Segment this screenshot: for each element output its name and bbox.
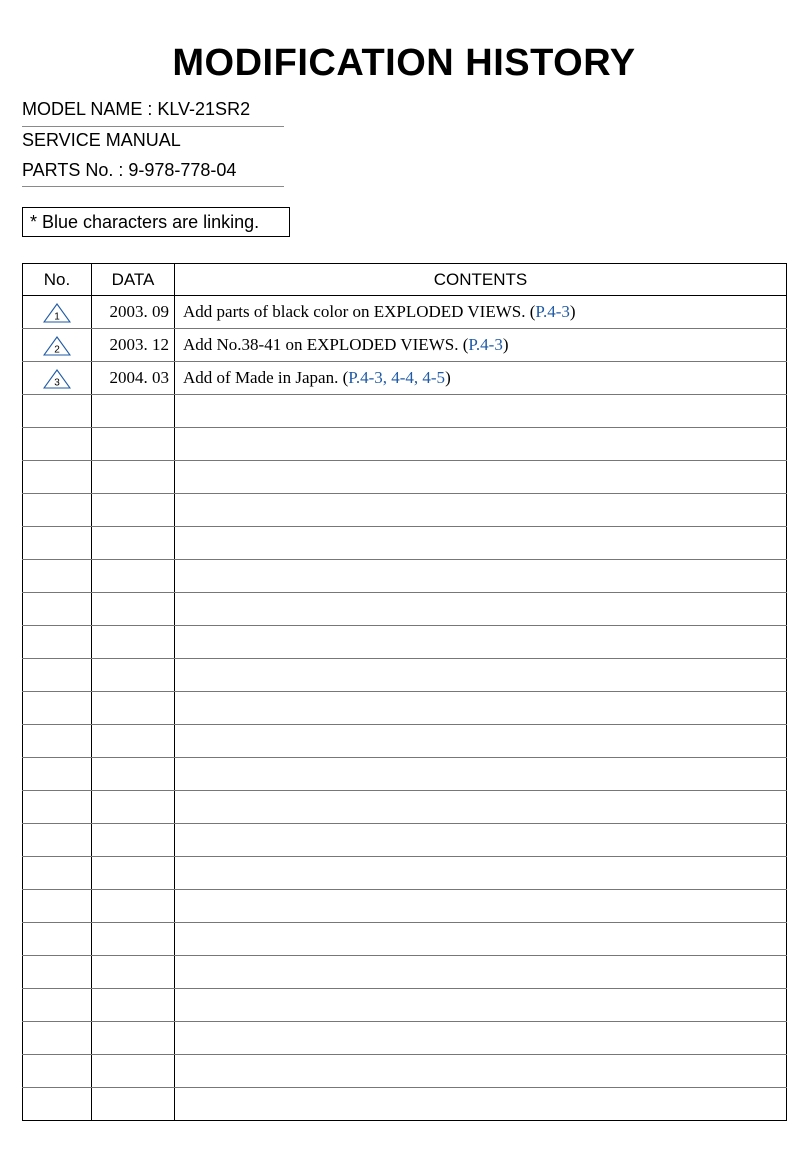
revision-number: 3	[54, 377, 60, 389]
cell-no	[23, 527, 92, 560]
cell-contents	[175, 725, 787, 758]
contents-close-paren: )	[445, 368, 451, 387]
table-row	[23, 824, 787, 857]
cell-no	[23, 725, 92, 758]
table-row	[23, 1088, 787, 1121]
cell-contents	[175, 329, 787, 362]
table-row	[23, 296, 787, 329]
table-row	[23, 791, 787, 824]
cell-no	[23, 857, 92, 890]
contents-close-paren: )	[502, 335, 509, 354]
cell-date	[92, 956, 175, 989]
table-row	[23, 461, 787, 494]
cell-date	[92, 461, 175, 494]
model-name: MODEL NAME : KLV-21SR2	[22, 99, 251, 119]
cell-date	[92, 857, 175, 890]
cell-no	[23, 494, 92, 527]
cell-contents	[175, 989, 787, 1022]
cell-contents	[175, 362, 787, 395]
cell-date	[92, 593, 175, 626]
header-no: No.	[23, 264, 92, 296]
page-link[interactable]: P.4-3	[468, 335, 503, 354]
cell-contents	[175, 659, 787, 692]
table-row	[23, 725, 787, 758]
cell-no	[23, 296, 92, 329]
history-table-body	[23, 296, 787, 1121]
cell-no	[23, 989, 92, 1022]
cell-date	[92, 428, 175, 461]
contents-text: Add parts of black color on EXPLODED VIEWS. (	[183, 302, 536, 321]
cell-no	[23, 626, 92, 659]
header-date: DATA	[92, 264, 175, 296]
table-row	[23, 395, 787, 428]
cell-date	[92, 1022, 175, 1055]
cell-contents	[175, 791, 787, 824]
cell-no	[23, 758, 92, 791]
cell-date	[92, 1055, 175, 1088]
cell-no	[23, 890, 92, 923]
cell-no	[23, 791, 92, 824]
cell-contents	[175, 593, 787, 626]
cell-contents	[175, 824, 787, 857]
cell-no	[23, 329, 92, 362]
table-row	[23, 1055, 787, 1088]
revision-number: 1	[54, 311, 60, 323]
cell-date	[92, 527, 175, 560]
cell-no	[23, 362, 92, 395]
revision-number: 2	[54, 344, 60, 356]
table-row	[23, 626, 787, 659]
cell-date	[92, 758, 175, 791]
divider	[22, 126, 284, 127]
cell-contents	[175, 494, 787, 527]
cell-no	[23, 1088, 92, 1121]
cell-date	[92, 923, 175, 956]
table-row	[23, 923, 787, 956]
cell-contents	[175, 395, 787, 428]
cell-contents	[175, 857, 787, 890]
table-row	[23, 956, 787, 989]
cell-contents	[175, 560, 787, 593]
table-row	[23, 989, 787, 1022]
cell-no	[23, 461, 92, 494]
header-contents: CONTENTS	[175, 264, 787, 296]
cell-contents	[175, 890, 787, 923]
cell-no	[23, 593, 92, 626]
service-manual-label: SERVICE MANUAL	[22, 130, 181, 150]
cell-contents	[175, 1088, 787, 1121]
page-link[interactable]: P.4-3	[535, 302, 570, 321]
page-title: MODIFICATION HISTORY	[172, 42, 636, 84]
page-link[interactable]: P.4-3, 4-4, 4-5	[348, 368, 446, 387]
modification-history-table	[22, 263, 787, 1121]
cell-date	[92, 890, 175, 923]
cell-date: 2004. 03	[92, 362, 175, 395]
cell-date	[92, 791, 175, 824]
cell-no	[23, 395, 92, 428]
triangle-revision-icon	[43, 303, 71, 323]
contents-text: Add No.38-41 on EXPLODED VIEWS. (	[183, 335, 469, 354]
cell-date	[92, 659, 175, 692]
cell-contents	[175, 428, 787, 461]
cell-no	[23, 560, 92, 593]
table-row	[23, 758, 787, 791]
cell-no	[23, 1055, 92, 1088]
cell-date	[92, 395, 175, 428]
triangle-revision-icon	[43, 336, 71, 356]
table-row	[23, 692, 787, 725]
table-row	[23, 527, 787, 560]
cell-date: 2003. 09	[92, 296, 175, 329]
contents-close-paren: )	[569, 302, 576, 321]
link-note: * Blue characters are linking.	[22, 207, 290, 237]
table-row	[23, 659, 787, 692]
table-row	[23, 857, 787, 890]
cell-no	[23, 1022, 92, 1055]
cell-date	[92, 626, 175, 659]
cell-contents	[175, 527, 787, 560]
cell-contents	[175, 461, 787, 494]
table-row	[23, 890, 787, 923]
cell-contents	[175, 626, 787, 659]
cell-contents	[175, 923, 787, 956]
cell-contents	[175, 296, 787, 329]
table-row	[23, 560, 787, 593]
cell-no	[23, 824, 92, 857]
cell-contents	[175, 692, 787, 725]
cell-no	[23, 956, 92, 989]
cell-date	[92, 1088, 175, 1121]
table-row	[23, 428, 787, 461]
cell-contents	[175, 956, 787, 989]
table-row	[23, 329, 787, 362]
cell-date	[92, 989, 175, 1022]
table-row	[23, 362, 787, 395]
triangle-revision-icon	[43, 369, 71, 389]
cell-no	[23, 428, 92, 461]
divider	[22, 186, 284, 187]
cell-contents	[175, 1055, 787, 1088]
cell-date	[92, 725, 175, 758]
contents-text: Add of Made in Japan. (	[183, 368, 349, 387]
cell-contents	[175, 1022, 787, 1055]
cell-contents	[175, 758, 787, 791]
cell-date	[92, 560, 175, 593]
table-row	[23, 593, 787, 626]
parts-number: PARTS No. : 9-978-778-04	[22, 160, 237, 180]
cell-date: 2003. 12	[92, 329, 175, 362]
cell-no	[23, 659, 92, 692]
cell-date	[92, 824, 175, 857]
cell-date	[92, 494, 175, 527]
cell-no	[23, 923, 92, 956]
cell-date	[92, 692, 175, 725]
table-row	[23, 494, 787, 527]
table-row	[23, 1022, 787, 1055]
cell-no	[23, 692, 92, 725]
